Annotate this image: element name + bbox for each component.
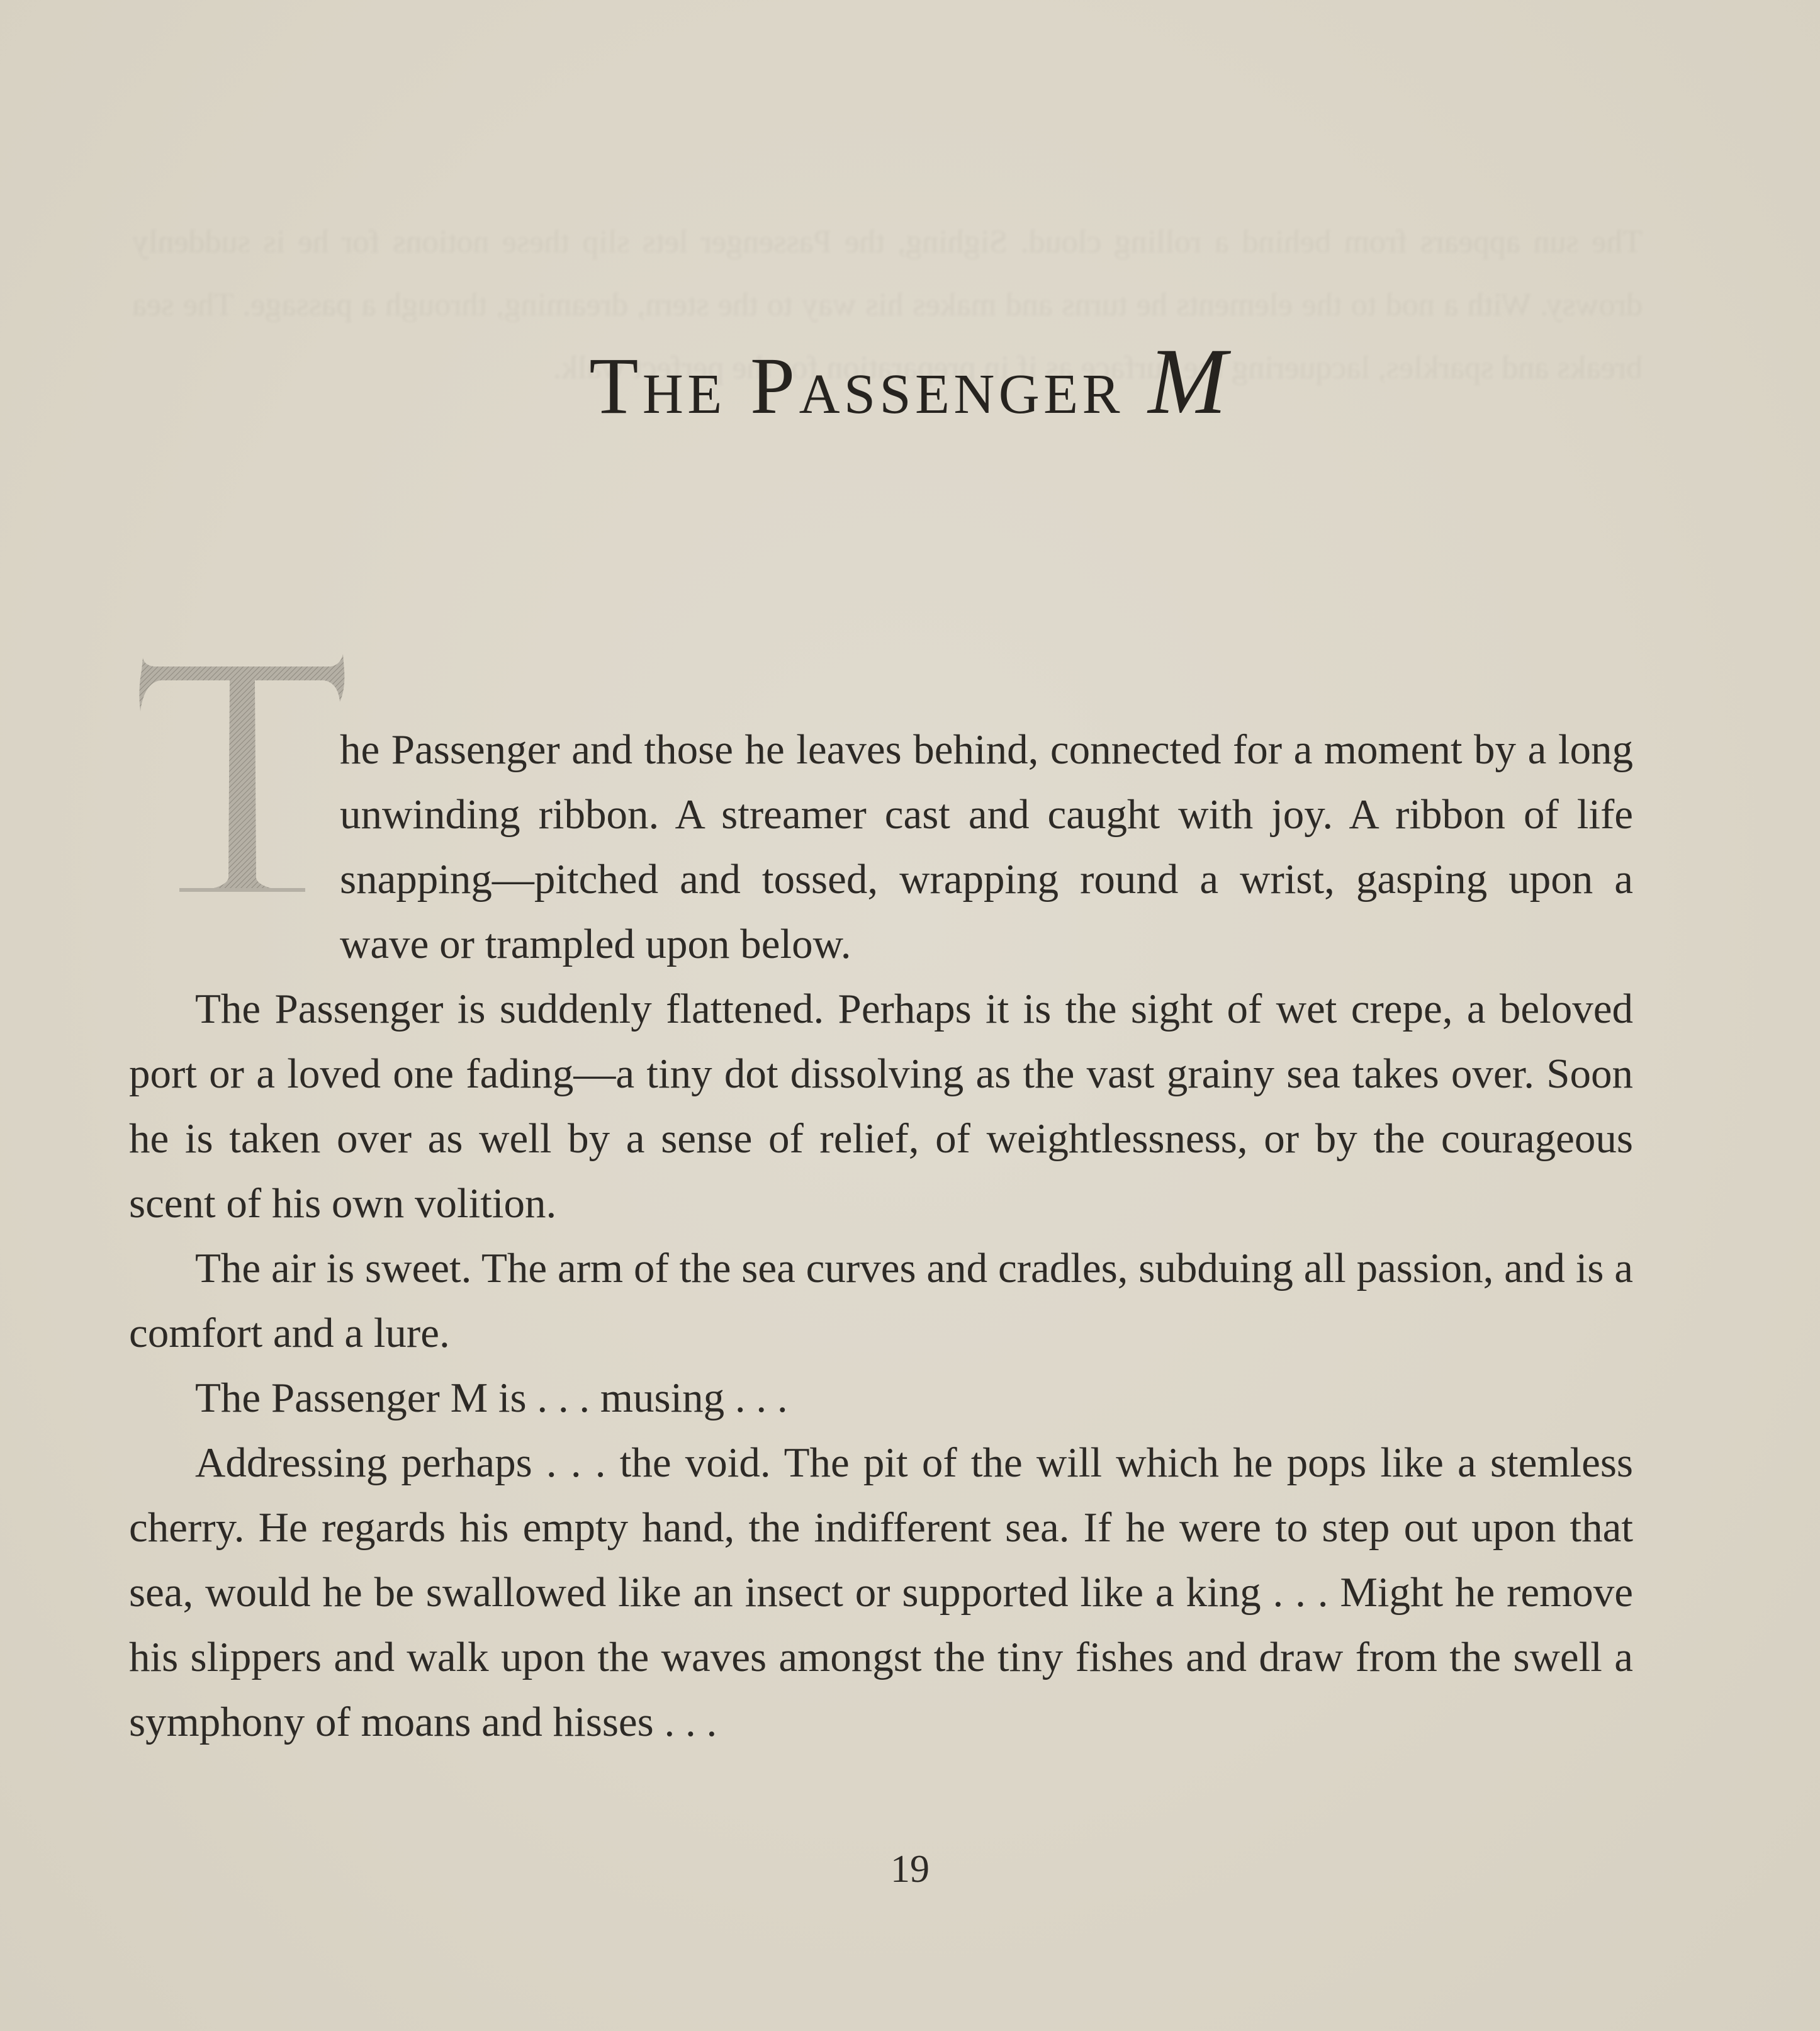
chapter-title-initial: M	[1148, 329, 1231, 434]
paragraph-4: The Passenger M is . . . musing . . .	[195, 1375, 788, 1421]
paragraph-1-text: he Passenger and those he leaves behind, connected for a moment by a long unwinding ribbon. A streamer cast and caught with joy. A ribbon of life snapping—pitched and tossed, wrapping round a wrist, gasping upon a wave or trampled upon below.	[340, 726, 1633, 967]
page-number: 19	[890, 1848, 930, 1891]
chapter-body	[129, 717, 1633, 1755]
paragraph-1	[129, 717, 1633, 977]
paragraph-2: The Passenger is suddenly flattened. Perhaps it is the sight of wet crepe, a beloved port or a loved one fading—a tiny dot dissolving as the vast grainy sea takes over. Soon he is taken over as well by a sense of relief, of weightlessness, or by the courageous scent of his own volition.	[129, 986, 1633, 1227]
paragraph-3: The air is sweet. The arm of the sea curves and cradles, subduing all passion, and is a comfort and a lure.	[129, 1245, 1633, 1356]
chapter-title	[0, 327, 1820, 436]
paragraph-5: Addressing perhaps . . . the void. The pit of the will which he pops like a stemless cherry. He regards his empty hand, the indifferent sea. If he were to step out upon that sea, would he be swallowed like an insect or supported like a king . . . Might he remove his slippers and walk upon the waves amongst the tiny fishes and draw from the swell a symphony of moans and hisses . . .	[129, 1439, 1633, 1745]
chapter-title-text: The Passenger	[589, 341, 1124, 430]
